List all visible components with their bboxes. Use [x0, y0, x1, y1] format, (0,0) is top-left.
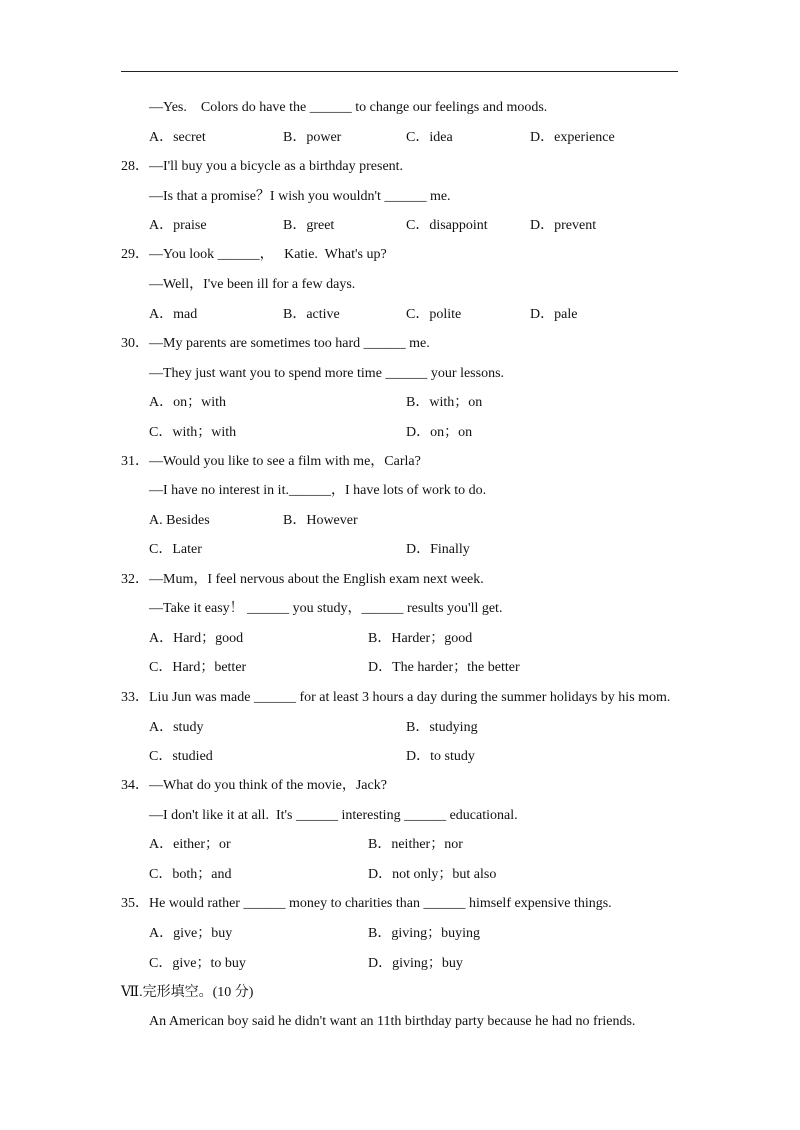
- q28-reply: —Is that a promise？I wish you wouldn't ______ me.: [149, 189, 451, 204]
- q35-question: 35．He would rather ______ money to charities than ______ himself expensive things.: [121, 896, 612, 911]
- q31-reply: —I have no interest in it.______，I have lots of work to do.: [149, 483, 487, 498]
- q34-reply: —I don't like it at all. It's ______ interesting ______ educational.: [149, 808, 518, 823]
- passage-first-line: An American boy said he didn't want an 11th birthday party because he had no friends.: [149, 1014, 636, 1029]
- q30-reply: —They just want you to spend more time ______ your lessons.: [149, 366, 505, 381]
- q34-option-d: D．not only；but also: [368, 867, 497, 882]
- q30-question: 30．—My parents are sometimes too hard ______ me.: [121, 336, 430, 351]
- q32-option-c: C．Hard；better: [149, 660, 247, 675]
- q29-option-c: C．polite: [406, 307, 462, 322]
- q34-option-b: B．neither；nor: [368, 837, 463, 852]
- q27-option-c: C．idea: [406, 130, 453, 145]
- q34-option-a: A．either；or: [149, 837, 231, 852]
- q35-option-d: D．giving；buy: [368, 956, 463, 971]
- q27-option-b: B．power: [283, 130, 342, 145]
- q30-option-d: D．on；on: [406, 425, 473, 440]
- q28-question: 28．—I'll buy you a bicycle as a birthday present.: [121, 159, 404, 174]
- q30-option-c: C．with；with: [149, 425, 237, 440]
- q28-option-a: A．praise: [149, 218, 207, 233]
- q28-option-d: D．prevent: [530, 218, 597, 233]
- q33-option-d: D．to study: [406, 749, 475, 764]
- q32-question: 32．—Mum，I feel nervous about the English exam next week.: [121, 572, 484, 587]
- q32-option-b: B．Harder；good: [368, 631, 473, 646]
- q34-question: 34．—What do you think of the movie，Jack?: [121, 778, 387, 793]
- q31-option-c: C．Later: [149, 542, 202, 557]
- q27-option-a: A．secret: [149, 130, 206, 145]
- q35-option-a: A．give；buy: [149, 926, 233, 941]
- q31-option-d: D．Finally: [406, 542, 470, 557]
- header-rule: [121, 71, 678, 72]
- q32-option-d: D．The harder；the better: [368, 660, 520, 675]
- q33-option-a: A．study: [149, 720, 204, 735]
- q27-option-d: D．experience: [530, 130, 615, 145]
- q27-reply: —Yes. Colors do have the ______ to change our feelings and moods.: [149, 100, 548, 115]
- q35-option-b: B．giving；buying: [368, 926, 481, 941]
- q30-option-a: A．on；with: [149, 395, 226, 410]
- q28-option-c: C．disappoint: [406, 218, 488, 233]
- q33-question: 33．Liu Jun was made ______ for at least 3 hours a day during the summer holidays by his mom.: [121, 690, 671, 705]
- q31-option-a: A. Besides: [149, 513, 210, 528]
- q29-option-b: B．active: [283, 307, 340, 322]
- q32-reply: —Take it easy！ ______ you study，______ results you'll get.: [149, 601, 503, 616]
- q31-option-b: B．However: [283, 513, 358, 528]
- q29-option-d: D．pale: [530, 307, 578, 322]
- q30-option-b: B．with；on: [406, 395, 483, 410]
- q33-option-b: B．studying: [406, 720, 478, 735]
- q29-question: 29．—You look ______， Katie. What's up?: [121, 247, 387, 262]
- q32-option-a: A．Hard；good: [149, 631, 244, 646]
- section-heading: Ⅶ.完形填空。(10 分): [121, 985, 254, 1000]
- q35-option-c: C．give；to buy: [149, 956, 246, 971]
- q33-option-c: C．studied: [149, 749, 213, 764]
- q31-question: 31．—Would you like to see a film with me，Carla?: [121, 454, 421, 469]
- q34-option-c: C．both；and: [149, 867, 232, 882]
- q29-option-a: A．mad: [149, 307, 198, 322]
- q28-option-b: B．greet: [283, 218, 335, 233]
- q29-reply: —Well，I've been ill for a few days.: [149, 277, 356, 292]
